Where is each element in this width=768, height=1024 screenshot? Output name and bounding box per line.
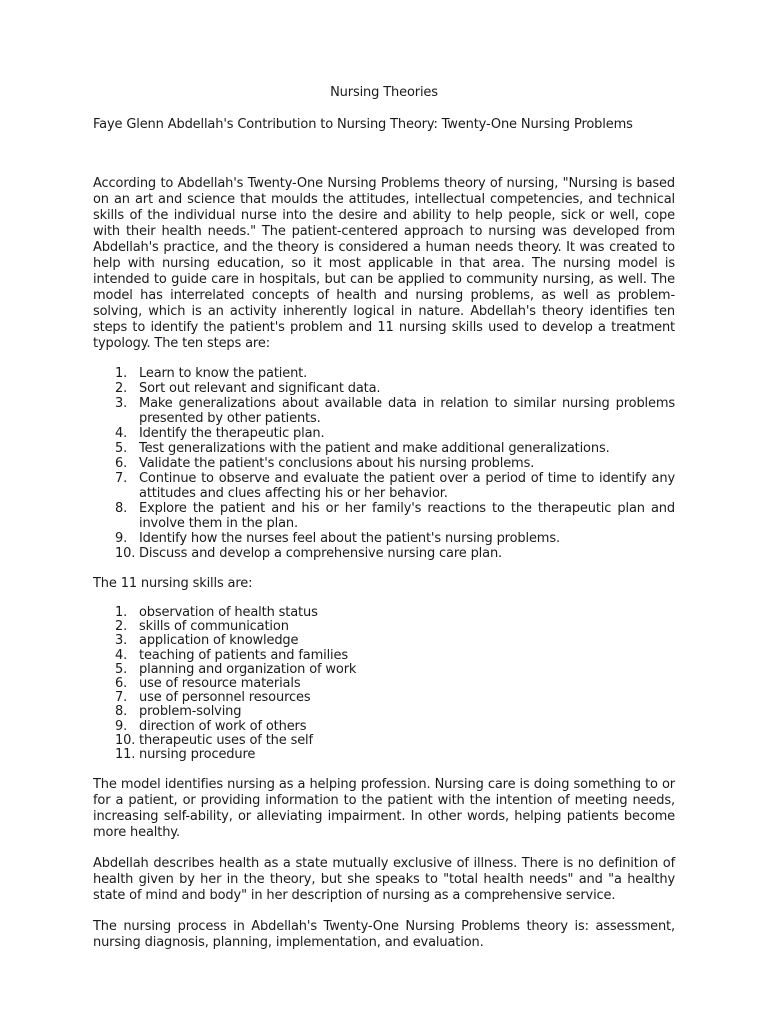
list-item: 10. therapeutic uses of the self <box>115 732 313 748</box>
list-item: 4. teaching of patients and families <box>115 647 348 663</box>
nursing-process-paragraph: The nursing process in Abdellah's Twenty-One Nursing Problems theory is: assessment, nursing diagnosis, planning, implementation, and evaluation. <box>93 919 675 951</box>
list-item: 7. use of personnel resources <box>115 690 311 706</box>
list-item: 1. Learn to know the patient. <box>115 366 308 381</box>
intro-paragraph: According to Abdellah's Twenty-One Nursing Problems theory of nursing, "Nursing is based on an art and science that moulds the attitudes, intellectual competencies, and technical skills of the individual nurse into the desire and ability to help people, sick or well, cope with their health needs." The patient-centered approach to nursing was developed from Abdellah's practice, and the theory is considered a human needs theory. It was created to help with nursing education, so it most applicable in that area. The nursing model is intended to guide care in hospitals, but can be applied to community nursing, as well. The model has interrelated concepts of health and nursing problems, as well as problem-solving, which is an activity inherently logical in nature. Abdellah's theory identifies ten steps to identify the patient's problem and 11 nursing skills used to develop a treatment typology. The ten steps are: <box>93 176 675 351</box>
list-item: 5. Test generalizations with the patient and make additional generalizations. <box>115 441 610 456</box>
list-item: 11. nursing procedure <box>115 747 256 763</box>
list-item: 4. Identify the therapeutic plan. <box>115 426 325 441</box>
list-item: 6. use of resource materials <box>115 676 301 692</box>
list-item: 9. direction of work of others <box>115 718 307 734</box>
list-item: 10. Discuss and develop a comprehensive nursing care plan. <box>115 546 503 561</box>
health-definition-paragraph: Abdellah describes health as a state mutually exclusive of illness. There is no definition of health given by her in the theory, but she speaks to "total health needs" and "a healthy state of mind and body" in her description of nursing as a comprehensive service. <box>93 856 675 904</box>
list-item: 6. Validate the patient's conclusions about his nursing problems. <box>115 456 535 471</box>
list-item: 2. skills of communication <box>115 619 289 635</box>
list-item: 9. Identify how the nurses feel about the patient's nursing problems. <box>115 531 560 546</box>
document-page <box>93 84 675 951</box>
list-item: 3. Make generalizations about available data in relation to similar nursing problems presented by other patients. <box>115 396 675 426</box>
skills-lead: The 11 nursing skills are: <box>93 576 253 591</box>
list-item: 1. observation of health status <box>115 605 318 620</box>
list-item: 5. planning and organization of work <box>115 661 357 677</box>
ten-steps-list <box>93 366 675 561</box>
list-item: 8. problem-solving <box>115 704 242 720</box>
list-item: 3. application of knowledge <box>115 633 299 649</box>
list-item: 2. Sort out relevant and significant data. <box>115 381 381 396</box>
helping-profession-paragraph: The model identifies nursing as a helping profession. Nursing care is doing something to or for a patient, or providing information to the patient with the intention of meeting needs, increasing self-ability, or alleviating impairment. In other words, helping patients become more healthy. <box>93 777 675 841</box>
list-item: 7. Continue to observe and evaluate the patient over a period of time to identify any attitudes and clues affecting his or her behavior. <box>115 471 675 501</box>
document-subtitle: Faye Glenn Abdellah's Contribution to Nursing Theory: Twenty-One Nursing Problems <box>93 117 633 132</box>
list-item: 8. Explore the patient and his or her family's reactions to the therapeutic plan and involve them in the plan. <box>115 501 675 531</box>
document-title: Nursing Theories <box>330 85 438 100</box>
nursing-skills-list <box>93 606 675 762</box>
